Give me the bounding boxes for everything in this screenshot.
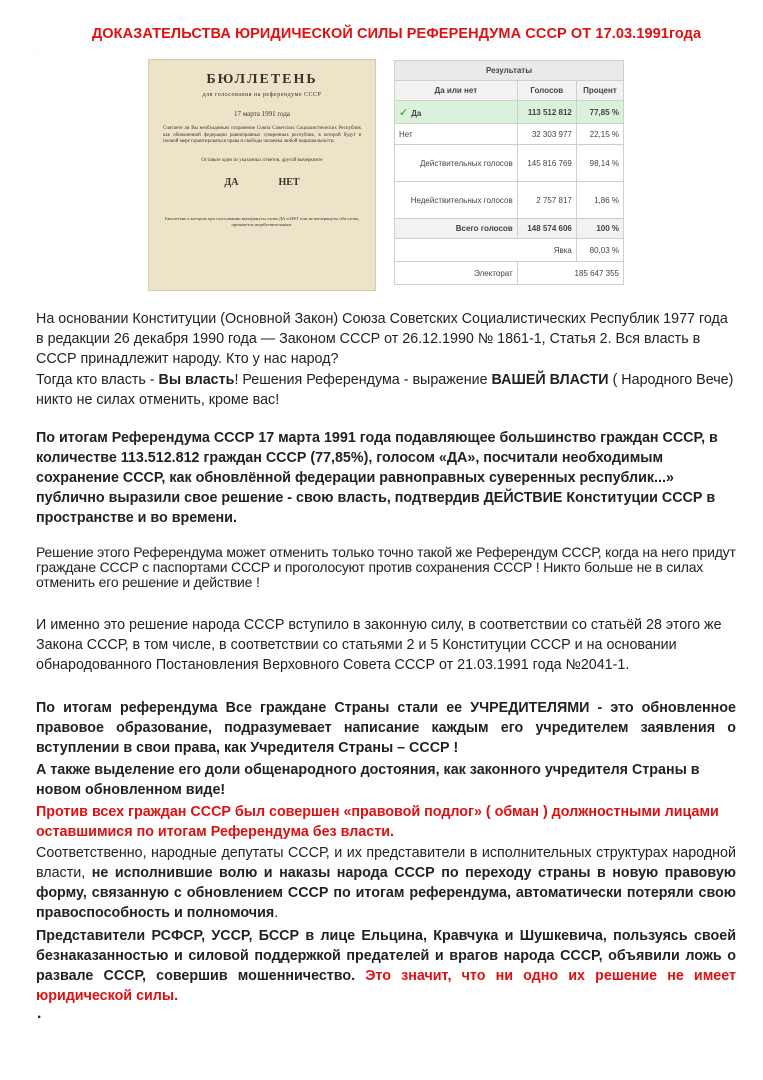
ballot-heading: БЮЛЛЕТЕНЬ — [206, 72, 318, 87]
results-table — [394, 60, 624, 285]
row-votes: 145 816 769 — [517, 145, 576, 182]
row-percent: 77,85 % — [576, 101, 623, 124]
text-span-bold: ВАШЕЙ ВЛАСТИ — [491, 372, 609, 388]
electorate-label: Электорат — [395, 262, 518, 285]
table-row — [395, 101, 624, 124]
paragraph-constitution: На основании Конституции (Основной Закон) Союза Советских Социалистических Республик 1977 года в редакции 26 декабря 1990 года — Законом СССР от 26.12.1990 № 1861-1, Статья 2. Вся власть в СССР принадлежит народу. Кто у нас народ? — [36, 311, 728, 367]
row-votes: 32 303 977 — [517, 124, 576, 145]
paragraph-only-referendum: Решение этого Референдума может отменить только точно такой же Референдум СССР, когда на него придут граждане СССР с паспортами СССР и проголосуют против сохранения СССР ! Никто больше не в силах отменить его решение и действие ! — [36, 544, 736, 590]
ballot-image — [148, 59, 376, 291]
text-span-red: Это значит, что ни одно их решение не имеет юридической силы. — [36, 968, 737, 1004]
paragraph-share: А также выделение его доли общенародного достояния, как законного учредителя Страны в новом обновленном виде! — [36, 762, 700, 798]
ballot-subheading: для голосования на референдуме СССР — [202, 92, 322, 98]
total-votes: 148 574 606 — [517, 219, 576, 239]
paragraph-representatives — [36, 926, 736, 1006]
row-label: Да — [411, 108, 422, 118]
col-header-answer: Да или нет — [395, 81, 518, 101]
text-span: . — [274, 905, 279, 921]
table-row-electorate — [395, 262, 624, 285]
turnout-label: Явка — [395, 239, 577, 262]
paragraph-founders: По итогам референдума Все граждане Страны стали ее УЧРЕДИТЕЛЯМИ - это обновленное правовое образование, подразумевает написание каждым его учредителем заявления о вступлении в свои права, как Учредителя Страны – СССР ! — [36, 700, 736, 756]
col-header-percent: Процент — [576, 81, 623, 101]
ballot-no: НЕТ — [278, 176, 300, 188]
results-caption: Результаты — [395, 61, 624, 81]
ballot-yes: ДА — [224, 176, 239, 188]
row-percent: 98,14 % — [576, 145, 623, 182]
row-label: Действительных голосов — [395, 145, 518, 182]
paragraph-power — [36, 370, 736, 410]
text-span: ! Решения Референдума - выражение — [234, 372, 492, 388]
total-percent: 100 % — [576, 219, 623, 239]
page-title: ДОКАЗАТЕЛЬСТВА ЮРИДИЧЕСКОЙ СИЛЫ РЕФЕРЕНДУМА СССР ОТ 17.03.1991года — [91, 26, 702, 42]
row-votes: 113 512 812 — [517, 101, 576, 124]
ballot-question: Считаете ли Вы необходимым сохранение Союза Советских Социалистических Республик как обновленной федерации равноправных суверенных республик, в которой будут в полной мере гарантироваться права и свободы человека любой национальности. — [163, 126, 361, 144]
text-span: ( Народного Вече) никто не силах отменить, кроме вас! — [36, 372, 734, 408]
paragraph-legal-force: И именно это решение народа СССР вступило в законную силу, в соответствии со статьёй 28 этого же Закона СССР, в том числе, в соответствии со статьями 2 и 5 Конституции СССР и на основании обнародованного Постановления Верховного Совета СССР от 21.03.1991 года №2041-1. — [36, 617, 722, 673]
text-span: Тогда кто власть - — [36, 372, 159, 388]
total-label: Всего голосов — [395, 219, 518, 239]
paragraph-results: По итогам Референдума СССР 17 марта 1991 года подавляющее большинство граждан СССР, в количестве 113.512.812 граждан СССР (77,85%), голосом «ДА», посчитали необходимым сохранение СССР, как обновлённой федерации равноправных суверенных республик...» публично выразили свое решение - свою власть, подтвердив ДЕЙСТВИЕ Конституции СССР в пространстве и во времени. — [36, 430, 718, 526]
row-label: Недействительных голосов — [395, 182, 518, 219]
end-dot: . — [37, 1005, 42, 1022]
row-votes: 2 757 817 — [517, 182, 576, 219]
electorate-value: 185 647 355 — [517, 262, 623, 285]
checkmark-icon: ✓ — [399, 106, 409, 119]
ballot-instruction: Оставьте один из указанных ответов, другой вычеркните — [201, 157, 323, 163]
ballot-footer: Бюллетень в котором при голосовании вычеркнуты слова ДА и НЕТ или не вычеркнуты оба слова, признается недействительным. — [165, 215, 359, 227]
text-span-bold: Вы власть — [158, 372, 235, 388]
turnout-value: 80,03 % — [576, 239, 623, 262]
table-row — [395, 182, 624, 219]
table-row — [395, 124, 624, 145]
text-span: Соответственно, народные депутаты СССР, и их представители в исполнительных структурах народной власти, — [36, 845, 736, 881]
table-row-total — [395, 219, 624, 239]
paragraph-deputies — [36, 843, 736, 923]
decorative-dot: · — [36, 49, 38, 55]
ballot-date: 17 марта 1991 года — [233, 110, 291, 118]
paragraph-forgery: Против всех граждан СССР был совершен «правовой подлог» ( обман ) должностными лицами оставшимися по итогам Референдума без власти. — [36, 804, 719, 840]
text-span-bold: Представители РСФСР, УССР, БССР в лице Ельцина, Кравчука и Шушкевича, пользуясь своей безнаказанностью и силовой поддержкой предателей и врагов народа СССР, объявили ложь о развале СССР, совершив мошенничество. — [36, 928, 736, 984]
text-span-bold: не исполнившие волю и наказы народа СССР по переходу страны в новую правовую форму, связанную с обновлением СССР по итогам референдума, автоматически потеряли свою правоспособность и полномочия — [36, 865, 737, 921]
table-row-turnout — [395, 239, 624, 262]
row-label: Нет — [395, 124, 518, 145]
table-row — [395, 145, 624, 182]
row-percent: 1,86 % — [576, 182, 623, 219]
ballot-options — [149, 177, 375, 188]
col-header-votes: Голосов — [517, 81, 576, 101]
row-percent: 22,15 % — [576, 124, 623, 145]
